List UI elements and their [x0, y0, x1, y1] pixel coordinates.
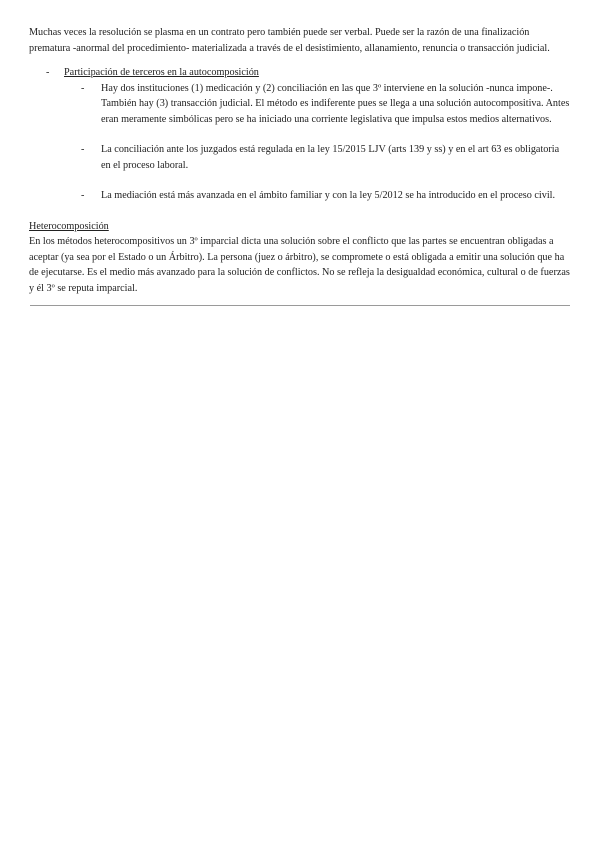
- dash-bullet: -: [81, 82, 85, 94]
- section-heterocomposicion: [29, 219, 571, 297]
- dash-bullet: -: [81, 144, 85, 155]
- section-a-heading: Participación de terceros en la autocomposición: [64, 67, 259, 78]
- list-item-text: La mediación está más avanzada en el ámbito familiar y con la ley 5/2012 se ha introducido en el proceso civil.: [101, 190, 556, 201]
- section-a-heading-row: [29, 65, 571, 81]
- dash-bullet: -: [81, 190, 85, 201]
- list-item-text: La conciliación ante los juzgados está regulada en la ley 15/2015 LJV (arts 139 y ss) y en el art 63 es obligatoria en el proceso laboral.: [101, 144, 560, 171]
- section-a-list: [29, 81, 571, 204]
- list-item-text: Hay dos instituciones (1) medicación y (2) conciliación en las que 3º interviene en la solución -nunca impone-. También hay (3) transacción judicial. El método es indiferente pues se llega a una solución autocompositiva. Antes eran meramente simbólicas pero se ha iniciado una corriente legislativa que impulsa estos medios alternativos.: [101, 82, 570, 125]
- dash-bullet: -: [46, 67, 50, 78]
- intro-paragraph: Muchas veces la resolución se plasma en un contrato pero también puede ser verbal. Puede ser la razón de una finalización prematura -anormal del procedimiento- materializada a través de el desistimiento, allanamiento, renuncia o transacción judicial.: [29, 27, 550, 54]
- section-b-paragraph: En los métodos heterocompositivos un 3º imparcial dicta una solución sobre el conflicto que las partes se encuentran obligadas a aceptar (ya sea por el Estado o un Árbitro). La persona (juez o árbitro), se compromete o está obligada a emitir una solución que ha de ejecutarse. Es el medio más avanzado para la solución de conflictos. No se refleja la desigualdad económica, cultural o de fuerzas y él 3º se reputa imparcial.: [29, 236, 570, 294]
- horizontal-divider: [30, 305, 570, 306]
- section-autocomposicion: [29, 65, 571, 204]
- list-item: [29, 142, 571, 173]
- section-b-heading: Heterocomposición: [29, 220, 109, 232]
- list-item: [29, 188, 571, 204]
- document-page: [29, 25, 571, 311]
- list-item: [29, 81, 571, 128]
